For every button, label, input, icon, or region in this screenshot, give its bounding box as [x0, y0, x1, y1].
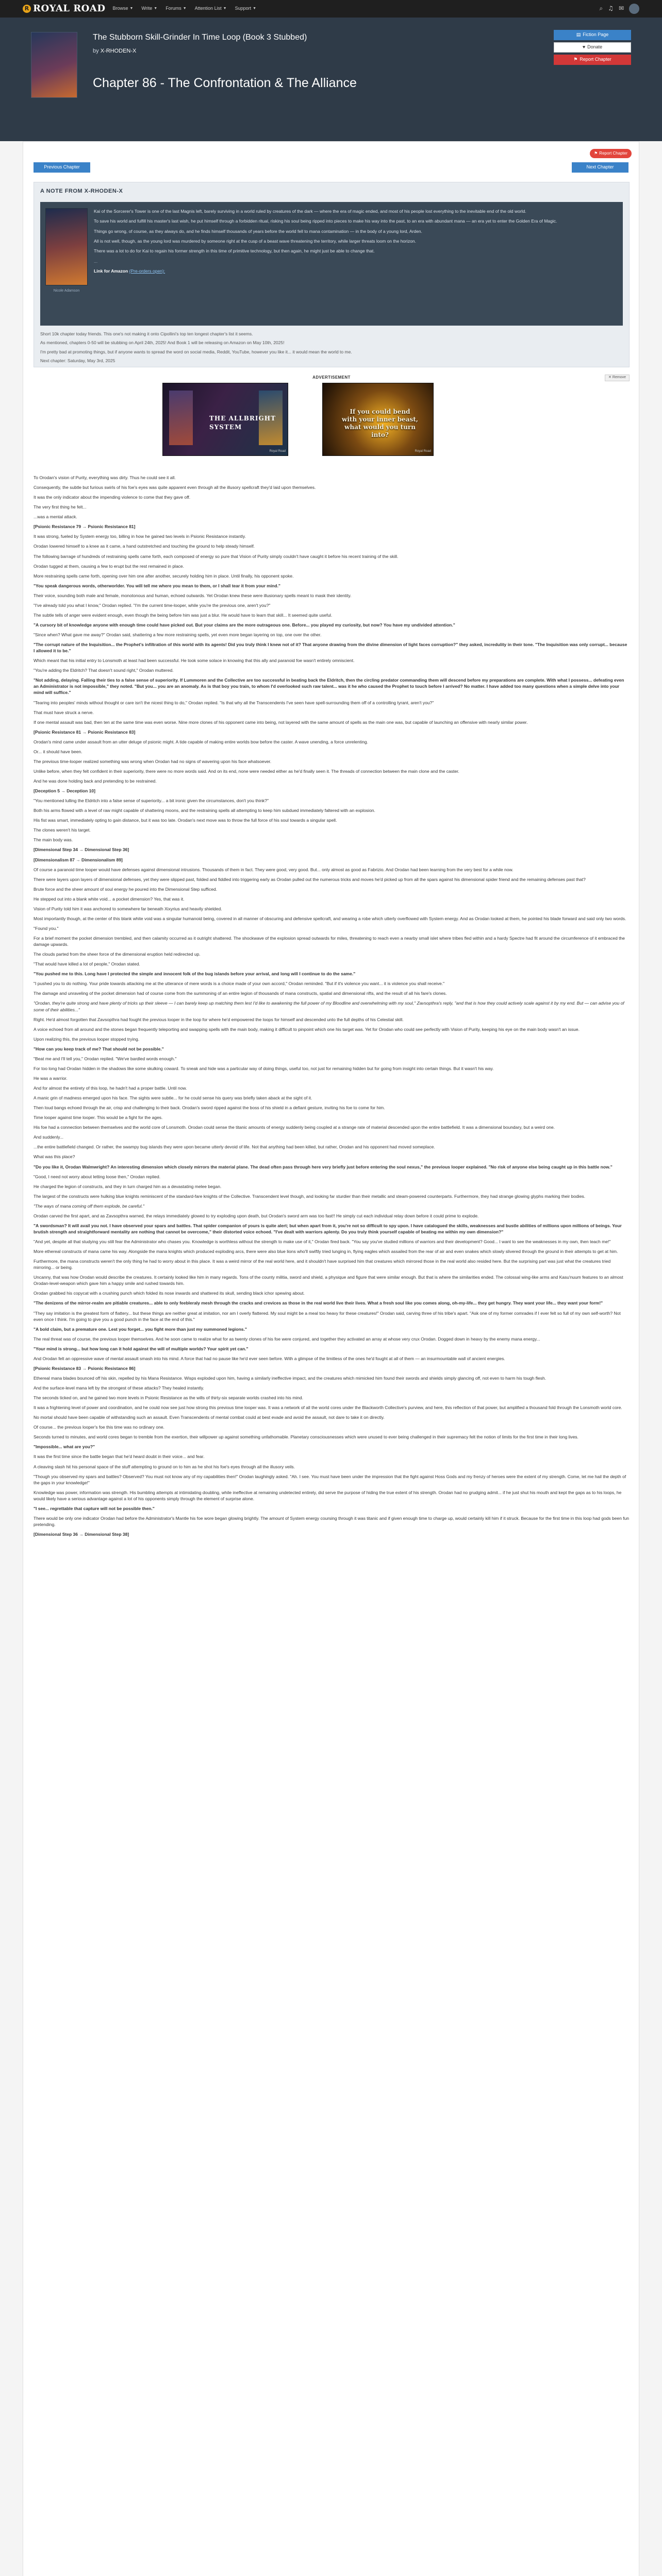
fiction-cover-image[interactable] — [31, 32, 77, 98]
chapter-paragraph: "Impossible... what are you?" — [34, 1444, 95, 1450]
chapter-paragraph: The seconds ticked on, and he gained two more levels in Psionic Resistance as the wills of thirty-six separate worlds crashed into his mind. — [34, 1395, 304, 1401]
chevron-down-icon: ▼ — [154, 6, 158, 10]
chapter-paragraph: Or... it should have been. — [34, 749, 82, 754]
nav-support[interactable] — [235, 5, 256, 12]
amazon-link[interactable]: (Pre-orders open): — [129, 268, 166, 274]
ad-caption: Royal Road — [415, 450, 431, 453]
chapter-paragraph: ...was a mental attack. — [34, 514, 77, 520]
chapter-paragraph: His fist was smart, immediately opting to gain distance, but it was too late. Orodan's next move was to throw the full force of his soul towards a singular spell. — [34, 818, 337, 823]
advertisement-banner-1[interactable] — [162, 383, 288, 456]
previous-chapter-button[interactable]: Previous Chapter — [34, 162, 90, 173]
chapter-paragraph: The real threat was of course, the previous looper themselves. And he soon came to realize what for as twenty clones of his foe were conjured, and together they activated an array at whose very crux Orodan. Dogged down in heavy by the enemy mana energy... — [34, 1336, 540, 1342]
fiction-title[interactable]: The Stubborn Skill-Grinder In Time Loop (Book 3 Stubbed) — [93, 33, 307, 42]
chapter-paragraph: A voice echoed from all around and the stones began frequently teleporting and swapping spells with the main body, making it difficult to pinpoint which one his target was. Yet for Orodan who could see perfectly with Vision of Purity, keeping his eye on the main body wasn't an issue. — [34, 1026, 580, 1032]
chapter-paragraph: "The denizens of the mirror-realm are pitiable creatures... able to only feebleraly mesh through the cracks and crevices as those in the real world live their lives. What a fresh soul like you comes along, oh-my-life... they get hungry. They want your life... they want your form!" — [34, 1300, 603, 1306]
advertisement-label: ADVERTISEMENT — [312, 375, 351, 380]
promo-paragraph: There was a lot to do for Kai to regain his former strength in this time of primitive technology, but then again, he might just be able to change that. — [94, 248, 375, 254]
avatar[interactable] — [629, 4, 639, 14]
chapter-paragraph: [Dimensionalism 87 → Dimensionalism 89] — [34, 857, 123, 862]
chapter-paragraph: Right. He'd almost forgotten that Zavsopthra had fought the previous looper in the loop for where he'd empowered the loops for himself and descended unto the full depths of his Celestial skill. — [34, 1016, 404, 1022]
chapter-paragraph: "Do you like it, Orodan Walmwright? An interesting dimension which closely mirrors the material plane. The dead often pass through here very briefly just before entering the soul nexus," the previous looper explained. "No risk of anyone else being caught up in this battle now." — [34, 1164, 613, 1170]
author-note-footer — [40, 331, 623, 366]
nav-right — [599, 4, 639, 14]
chapter-paragraph: The very first thing he felt... — [34, 504, 87, 510]
report-chapter-button[interactable] — [554, 55, 631, 65]
nav-attention-list[interactable] — [195, 5, 227, 12]
chapter-paragraph: Consequently, the subtle but furious swirls of his foe's eyes was quite apparent even through all the illusory spellcraft they'd laid upon themselves. — [34, 485, 316, 490]
chapter-title: Chapter 86 - The Confrontation & The Alliance — [93, 75, 357, 90]
nav-write[interactable] — [141, 5, 157, 12]
button-label: Fiction Page — [583, 32, 609, 38]
chapter-paragraph: Their voice, sounding both male and female, monotonous and human, echoed outwards. Yet Orodan knew these were illusionary spells meant to mask their identity. — [34, 592, 352, 598]
chapter-paragraph: "The corrupt nature of the Inquisition... the Prophet's infiltration of this world with its agents! Did you truly think I knew not of it? That anyone drawing from the divine dimension of light faces corruption?" they asked, incredulity in their tone. "The Inquisition was only corrupt... because I allowed it to be." — [34, 642, 627, 654]
chapter-paragraph: "I've already told you what I know," Orodan replied. "I'm the current time-looper, while you're the previous one, aren't you?" — [34, 602, 271, 608]
ad-text: If you could bend with your inner beast, what would you turn into? — [342, 408, 418, 438]
chapter-paragraph: "You're adding the Eldritch? That doesn't sound right," Orodan muttered. — [34, 668, 174, 673]
chapter-paragraph: It was a frightening level of power and coordination, and he could now see just how strong this previous time looper was. It was a network of all the world cores under the Blackworth Collective's purview, and here, this reflection of that power, but amplified a thousand fold through the Lonsmoth world core. — [34, 1405, 622, 1411]
chapter-paragraph: And he was done holding back and pretending to be restrained. — [34, 778, 157, 784]
chapter-paragraph: [Dimensional Step 34 → Dimensional Step 36] — [34, 847, 129, 853]
chapter-paragraph: "They say imitation is the greatest form of flattery... but these things are neither great at imitation, nor am I overly flattered. My soul might be a meal too heavy for these creatures!" Orodan said, carving three of his tribe's apart. "Ask one of my former comrades if I ever felt so full of my own self-worth? Not even once I think. I'm going to give you a good punch in the face at the end of this." — [34, 1310, 621, 1322]
chapter-paragraph: "I see... regrettable that capture will not be possible then." — [34, 1505, 155, 1511]
chapter-paragraph: His foe had a connection between themselves and the world core of Lonsmoth. Orodan could sense the titanic amounts of energy suddenly being coupled at a strange rate of material descended upon the entire battlefield. It was a dimensional boundary, but a weird one. — [34, 1125, 555, 1130]
chapter-paragraph: No mortal should have been capable of withstanding such an assault. Even Transcendents of mental combat could at best evade and avoid the assault, not dare to take it on directly. — [34, 1415, 385, 1420]
author-note — [34, 182, 630, 367]
chapter-paragraph: "Though you observed my spars and battles? Observed? You must not know any of my capabilities then!" Orodan laughingly asked. "Ah. I see. You must have been under the impression that the fight against Hoss Gods and my frenzy of heroes were the extent of my strength. Come, let me hail the depth of the gaps in your knowledge!" — [34, 1473, 626, 1485]
chapter-paragraph: Of course a paranoid time looper would have defenses against dimensional intrusions. Thousands of them in fact. They were good, very good. But... only almost as good as Fabrizio. And Orodan had been learning from the very best for a while now. — [34, 867, 514, 872]
chapter-paragraph: That must have struck a nerve. — [34, 709, 94, 715]
chapter-paragraph: The main body was. — [34, 837, 73, 843]
chapter-paragraph: Vision of Purity told him it was anchored to somewhere far beneath Xixyrius and heavily shielded. — [34, 906, 222, 911]
chevron-down-icon: ▼ — [129, 6, 134, 10]
logo-icon: R — [23, 5, 31, 13]
chapter-paragraph: Brute force and the sheer amount of soul energy he poured into the Dimensional Step sufficed. — [34, 886, 218, 892]
chevron-down-icon: ▼ — [253, 6, 257, 10]
chapter-paragraph: Orodan carved the first apart, and as Zavsopthra warned, the relays immediately glowed to try exploding upon death, but Orodan's sword arm was too fast!! He simply cut each individual relay down before it could prime to explode. — [34, 1213, 479, 1218]
chapter-paragraph: A cleaving slash hit his personal space of the stuff attempting to ground on to him as he shot his foe's eyes through all the illusory veils. — [34, 1464, 295, 1469]
nav-label: Browse — [112, 6, 128, 11]
chapter-paragraph: To Orodan's vision of Purity, everything was dirty. Thus he could see it all. — [34, 475, 176, 480]
book-cover-caption: Nicole Adamson — [53, 289, 80, 293]
author-note-title: A NOTE FROM X-RHODEN-X — [40, 188, 123, 194]
chapter-paragraph: Which meant that his initial entry to Lonsmoth at least had been successful. He took some solace in knowing that this ally and paranoid foe wasn't entirely omniscient. — [34, 658, 355, 664]
site-logo[interactable] — [23, 2, 105, 15]
chapter-paragraph: Uncanny, that was how Orodan would describe the creatures. It certainly looked like him in many regards. Tons of the county militia, sword and shield, a physique and figure that were similar enough. But that is where the similarities ended. The colossal wing-like arms and Kasu'nuum features to an almost Orodan-level-weapon which gave him a happy smile and rushed towards him. — [34, 1275, 623, 1286]
chapter-paragraph: What was this place? — [34, 1154, 75, 1160]
ad-caption: Royal Road — [269, 450, 286, 453]
advertisement-bar — [34, 375, 630, 382]
report-chapter-pill[interactable] — [590, 149, 632, 158]
fiction-header — [0, 18, 662, 141]
chapter-paragraph: "That would have killed a lot of people," Orodan stated. — [34, 961, 140, 967]
author-note-line: As mentioned, chapters 0-50 will be stubbing on April 24th, 2025! And Book 1 will be releasing on Amazon on May 10th, 2025! — [40, 340, 285, 346]
by-label: by — [93, 47, 99, 54]
chapter-paragraph: More restraining spells came forth, opening over him one after another, securely holding him in place. Until finally, his opponent spoke. — [34, 573, 294, 579]
chapter-paragraph: "The ways of mana coming off them explode, be careful." — [34, 1203, 144, 1209]
mail-icon[interactable]: ✉ — [618, 5, 624, 12]
chapter-body — [34, 474, 630, 1541]
promo-ellipsis: ... — [94, 258, 98, 264]
chapter-paragraph: The largest of the constructs were hulking blue knights reminiscent of the standard-fare knights of the Collective. Transcendent level though, and looking far sturdier than their metallic and steam-powered counterparts. Furthermore, they had strange glowing glyphs marking their bodies. — [34, 1193, 586, 1199]
search-icon[interactable]: ⌕ — [599, 5, 603, 12]
chapter-paragraph: He charged the legion of constructs, and they in turn charged him as a devastating melee began. — [34, 1183, 222, 1189]
fiction-info — [93, 32, 631, 141]
chapter-paragraph: For too long had Orodan hidden in the shadows like some skulking coward. To sneak and hide was a particular way of doing things, useful too, not just for remaining hidden but for going from insight into certain things. But it wasn't his way. — [34, 1065, 494, 1071]
button-label: Report Chapter — [599, 151, 627, 156]
chapter-paragraph: Ethereal mana blades bounced off his skin, repelled by his Mana Resistance. Wisps exploded upon him, having a similarly ineffective impact, and the creatures which mimicked him found their swords and shields simply glancing off, not even to harm his tough flesh. — [34, 1375, 547, 1381]
promo-paragraph: To save his world and fulfill his master's last wish, he put himself through a forbidden ritual, risking his soul being ripped into pieces to make his way into the past, to an era with abundant mana — an era yet to enter the Golden Era of Magic. — [94, 218, 557, 224]
header-buttons — [554, 30, 631, 65]
chapter-paragraph: The clouds parted from the sheer force of the dimensional eruption held redirected up. — [34, 952, 201, 957]
advertisement-banner-2[interactable] — [322, 383, 434, 456]
chapter-paragraph: [Psionic Resistance 83 → Psionic Resistance 86] — [34, 1365, 136, 1371]
chapter-paragraph: "You speak dangerous words, otherworlder. You will tell me where you mean to them, or I shall tear it from your mind." — [34, 583, 280, 588]
chapter-paragraph: "A cursory bit of knowledge anyone with enough time could have picked out. But your claims are the more outrageous one. Before... you played my curiosity, but now? You have my undivided attention." — [34, 622, 455, 628]
author-note-line: I'm pretty bad at promoting things, but if anyone wants to spread the word on social media, Reddit, YouTube, however you like it... it would mean the world to me. — [40, 349, 352, 354]
chapter-paragraph: Of course... the previous looper's foe this time was no ordinary one. — [34, 1425, 164, 1430]
amazon-link-label: Link for Amazon — [94, 268, 128, 274]
nav-label: Attention List — [194, 6, 222, 11]
chapter-paragraph: Both his arms flowed with a level of raw might capable of shattering moons, and the restraining spells all attempting to keep him subdued immediately faltered with an explosion. — [34, 808, 375, 814]
nav-forums[interactable] — [166, 5, 186, 12]
close-icon: ✕ — [608, 376, 611, 380]
ad-title: THE ALLBRIGHT SYSTEM — [209, 415, 276, 431]
chapter-paragraph: The subtle tells of anger were evident enough, even though the being before him was just a blur. He would have to learn that skill... It seemed quite useful. — [34, 612, 333, 618]
chapter-paragraph: The previous time-looper realized something was wrong when Orodan had no signs of wavering upon his face whatsoever. — [34, 758, 272, 764]
chapter-paragraph: "Your mind is strong... but how long can it hold against the will of multiple worlds? Your spirit yet can." — [34, 1346, 249, 1351]
ad-book-image — [169, 391, 193, 445]
fiction-author — [93, 47, 631, 56]
promo-paragraph: Things go wrong, of course, as they always do, and he finds himself thousands of years before the world fell to mana contamination — in the body of a young lord, Arden. — [94, 228, 422, 234]
amazon-link-line — [94, 268, 615, 274]
chapter-paragraph: "How can you keep track of me? That should not be possible." — [34, 1046, 164, 1052]
chapter-paragraph: And suddenly... — [34, 1134, 63, 1140]
author-note-promo — [40, 202, 623, 326]
chapter-paragraph: ...the entire battlefield changed. Or rather, the swampy bug islands they were upon became utterly devoid of life. Not that anything had been killed, but rather, Orodan and his opponent had moved someplace. — [34, 1144, 435, 1150]
chapter-paragraph: Seconds turned to minutes, and world cores began to tremble from the exertion, their willpower up against something unfathomable. Planetary consciousnesses which were unused to ever being challenged in their supremacy felt the notion of limits for the first time in their long lives. — [34, 1434, 578, 1440]
chapter-paragraph: "Since when? What gave me away?" Orodan said, shattering a few more restraining spells, yet even more began layering on top, one over the other. — [34, 632, 322, 637]
chapter-paragraph: It was the first time since the battle began that he'd heard doubt in their voice... and fear. — [34, 1454, 205, 1460]
top-navbar — [0, 0, 662, 18]
chapter-paragraph: There were layers upon layers of dimensional defenses, yet they were slipped past, folded and fiddled into triggering early as Orodan pulled out the numerous tricks and moves he'd picked up from all the spars against his dimensional spider friend and the remaining defenses past that? — [34, 876, 586, 882]
chapter-paragraph: And the surface-level mana left by the strongest of these attacks? They healed instantly. — [34, 1385, 204, 1391]
chapter-paragraph: "Good, I need not worry about letting loose then," Orodan replied. — [34, 1174, 161, 1179]
chapter-paragraph: Orodan lowered himself to a knee as it came, a hand outstretched and touching the ground to help steady himself. — [34, 544, 255, 549]
chapter-paragraph: Time looper against time looper. This would be a fight for the ages. — [34, 1115, 163, 1121]
chapter-paragraph: [Psionic Resistance 79 → Psionic Resistance 81] — [34, 524, 136, 530]
chapter-paragraph: Furthermore, the mana constructs weren't the only thing he had to worry about in this place. It was a weird mirror of the real world here, and it shouldn't have surprised him that creatures which mirrored those in the real world also resided here. But the surprising part was just what the creatures tried mirroring... or being. — [34, 1259, 611, 1270]
chapter-paragraph: "Tearing into peoples' minds without thought or care isn't the nicest thing to do," Orodan replied. "Is that why all the Transcendents I've seen have spell-surrounding them off of a controlling tyrant, aren't you?" — [34, 700, 434, 705]
author-note-line: Next chapter: Saturday, May 3rd, 2025 — [40, 358, 115, 363]
chapter-paragraph: "Not adding, delaying. Falling their ties to a false sense of superiority. If Lummoren and the Collective are too successful in beating back the Eldritch, then the circling predator commanding them will descend before my preparations are complete. With what I possess... defeating even an Administrator is not impossible," they noted. "But you... you are an anomaly. As is that boy you train, to whom I'd overlooked such raw talent... was it he who caused the Prophet to touch before I arrived? No matter. I have added too many questions when a simple delve into your mind will suffice." — [34, 677, 624, 696]
author-link[interactable]: X-RHODEN-X — [100, 47, 137, 54]
advertisement-area — [23, 383, 639, 465]
nav-label: Forums — [166, 6, 181, 11]
next-chapter-button[interactable]: Next Chapter — [572, 162, 628, 173]
chapter-paragraph: Upon realizing this, the previous looper stopped trying. — [34, 1036, 140, 1042]
book-icon: ▤ — [576, 32, 581, 38]
flag-icon: ⚑ — [594, 151, 598, 156]
chapter-paragraph: "A swordsman? It will avail you not. I have observed your spars and battles. That spider companion of yours is quite alert; but when apart from it, you're not so difficult to spy upon. I have catalogued the skills, weaknesses and bustle abilities of millions upon millions of beings. Your brutish strength and straightforward mentality are nothing that cannot be overcome," their distorted voice echoed. "I've dealt with warriors aplenty. Do you truly think yourself capable of beating me within my own dimension?" — [34, 1223, 622, 1234]
chapter-paragraph: "Found you." — [34, 925, 59, 931]
chapter-paragraph: The damage and unraveling of the pocket dimension had of course come from the summoning of an entire legion of thousands of mana constructs, spatial and dimensional rifts, and the result of all his fare's clones. — [34, 991, 447, 996]
chapter-paragraph: "And yet, despite all that studying you still fear the Administrator who chases you. Knowledge is worthless without the strength to make use of it," Orodan fired back. "You say you've studied millions of warriors and their development? Good... I want to see the weaknesses in my own, then teach me!" — [34, 1239, 611, 1244]
chapter-paragraph: He stepped out into a blank white void... a pocket dimension? Yes, that was it. — [34, 896, 185, 902]
button-label: Report Chapter — [580, 57, 611, 62]
book-cover-image[interactable] — [45, 208, 88, 285]
chapter-paragraph: "You mentioned lulling the Eldritch into a false sense of superiority... a bit ironic given the circumstances, don't you think?" — [34, 798, 269, 804]
chevron-down-icon: ▼ — [223, 6, 227, 10]
chapter-paragraph: And Orodan felt an oppressive wave of mental assault smash into his mind. A force that had no pause like he'd ever seen before. With a glimpse of the limitless of the ones he'd fought at all of them — an insurmountable wall of ancient energies. — [34, 1355, 505, 1361]
chapter-paragraph: More ethereal constructs of mana came his way. Alongside the mana knights which produced exploding arcs, there were also blue lions who'll swiftly tried lunging in, flying eagles which assailed from the rear of air and even snakes which slowly slivered through the ground in their attempts to get at him. — [34, 1249, 618, 1255]
chapter-paragraph: There would be only one indicator Orodan had before the Administrator's Mantle his foe wore began glowing brightly. The amount of System energy coursing through it was titanic and if given enough time to charge up, would certainly kill him if it struck. Because for the first time in this loop had gods been fun pretending. — [34, 1515, 630, 1527]
button-label: Donate — [587, 44, 603, 50]
chapter-paragraph: Unlike before, when they felt confident in their superiority, there were no more words said. And on its end, none were needed either as he'd finally seen it. The threads of connection between the main clone and the caster. — [34, 768, 459, 774]
chapter-paragraph: [Dimensional Step 36 → Dimensional Step 38] — [34, 1532, 129, 1537]
button-label: Remove — [612, 376, 626, 380]
chapter-paragraph: "Beat me and I'll tell you," Orodan replied. "We've bardled words enough." — [34, 1056, 177, 1061]
author-note-text — [94, 208, 615, 278]
chapter-paragraph: "You pushed me to this. Long have I protected the simple and innocent folk of the bug islands before your arrival, and long will I continue to do the same." — [34, 971, 356, 977]
chapter-paragraph: [Deception 5 → Deception 10] — [34, 788, 95, 794]
chapter-content-card — [23, 141, 639, 2576]
chapter-paragraph: Orodan tugged at them, causing a few to erupt but the rest remained in place. — [34, 563, 185, 569]
chapter-paragraph: [Psionic Resistance 81 → Psionic Resistance 83] — [34, 729, 136, 735]
chapter-paragraph: The following barrage of hundreds of restraining spells came forth, each composed of energy so pure that Vision of Purity simply couldn't have caught it before his recent training of the skill. — [34, 553, 399, 559]
heart-icon: ♥ — [582, 44, 586, 50]
chapter-paragraph: A manic grin of madness emerged upon his face. The sights were subtle... for he could sense his query was briefly taken aback at the sight of it. — [34, 1095, 312, 1101]
fiction-page-button[interactable] — [554, 30, 631, 40]
chapter-paragraph: Most importantly though, at the center of this blank white void was a singular humanoid being, covered in all manner of obscuring and defensive spellcraft, and wearing a robe which utterly overflowed with System energy. And as Orodan looked at them, he pointed his blade forward and said only two words. — [34, 916, 626, 921]
bell-icon[interactable]: ♫ — [608, 5, 614, 12]
nav-label: Write — [141, 6, 153, 11]
chapter-paragraph: "I pushed you to do nothing. Your pride towards attacking me at the utterance of mere words is a choice made of your own accord," Orodan reminded. "But if it's violence you want... it is violence you shall receive." — [34, 981, 445, 987]
chapter-paragraph: Then loud bangs echoed through the air, crisp and challenging to their back. Orodan's sword ripped against the boss of his shield in a defiant gesture, inviting his foe to come for him. — [34, 1105, 385, 1111]
nav-label: Support — [235, 6, 252, 11]
chapter-paragraph: It was the only indicator about the impending violence to come that they gave off. — [34, 495, 191, 500]
donate-button[interactable] — [554, 42, 631, 53]
chapter-paragraph: Knowledge was power, information was strength. His bumbling attempts at intimidating doubling, while ineffective at remaining undetected entirely, did serve the purpose of hiding the true extent of his strength. Orodan had no grudging admit... if he just shut his mouth and kept the gaps as to his loops, he would likely have a serious advantage against a lot of his opponents simply through the element of surprise alone. — [34, 1489, 622, 1501]
flag-icon: ⚑ — [573, 57, 578, 62]
remove-ads-button[interactable] — [605, 375, 630, 381]
chapter-paragraph: "Orodan, they're quite strong and have plenty of tricks up their sleeve — I can barely keep up matching them lest I'd like to awakening the full power of my Bloodline and overwhelming with my soul," Zavsopthra's reply, "and that is how they could actively scale against it by my end. But — can advise you of some of their abilities..." — [34, 1001, 624, 1012]
author-note-line: Short 10k chapter today friends. This one's not making it onto Cipollini's top ten longest chapter's list it seems. — [40, 331, 253, 336]
chapter-paragraph: "A bold claim, but a premature one. Lest you forget... you fight more than just my summoned legions." — [34, 1326, 247, 1332]
chapter-paragraph: For a brief moment the pocket dimension trembled, and then calamity occurred as it outright shattered. The shockwave of the explosion spread outwards for miles, threatening to reach even a nearby small islet where tribes fled within and a hardy Spectre had fit around the circumference of it embraced the damage upwards. — [34, 936, 625, 947]
chapter-paragraph: He was a warrior. — [34, 1075, 68, 1081]
chapter-paragraph: Orodan's mind came under assault from an utter deluge of psionic might. A tide capable of making entire worlds bow before the caster. A wave unending, a force unrelenting. — [34, 739, 368, 744]
chapter-paragraph: The clones weren't his target. — [34, 827, 91, 833]
chapter-paragraph: If one mental assault was bad, then ten at the same time was even worse. Nine more clones of his opponent came into being, not layered with the same amount of spells as the main one was, but capable of launching an offensive with nearly similar power. — [34, 719, 528, 725]
promo-paragraph: Kai of the Sorcerer's Tower is one of the last Magnis left, barely surviving in a world ruled by creatures of the dark — where the era of magic ended, and most of his people lost everything to the inevitable end of the old world. — [94, 209, 526, 214]
chapter-paragraph: And for almost the entirety of this loop, he hadn't had a proper battle. Until now. — [34, 1086, 187, 1091]
promo-paragraph: All is not well, though, as the young lord was murdered by someone right at the cusp of a beast wave threatening the territory, while larger threats loom on the horizon. — [94, 238, 416, 244]
chapter-paragraph: Orodan grabbed his copycat with a crushing punch which folded its nose inwards and shattered its skull, sending black ichor spewing about. — [34, 1291, 305, 1296]
chevron-down-icon: ▼ — [183, 6, 187, 10]
logo-text: ROYAL ROAD — [33, 3, 106, 14]
nav-browse[interactable] — [112, 5, 133, 12]
chapter-paragraph: It was strong, fueled by System energy too, billing in how he gained two levels in Psionic Resistance instantly. — [34, 534, 246, 539]
